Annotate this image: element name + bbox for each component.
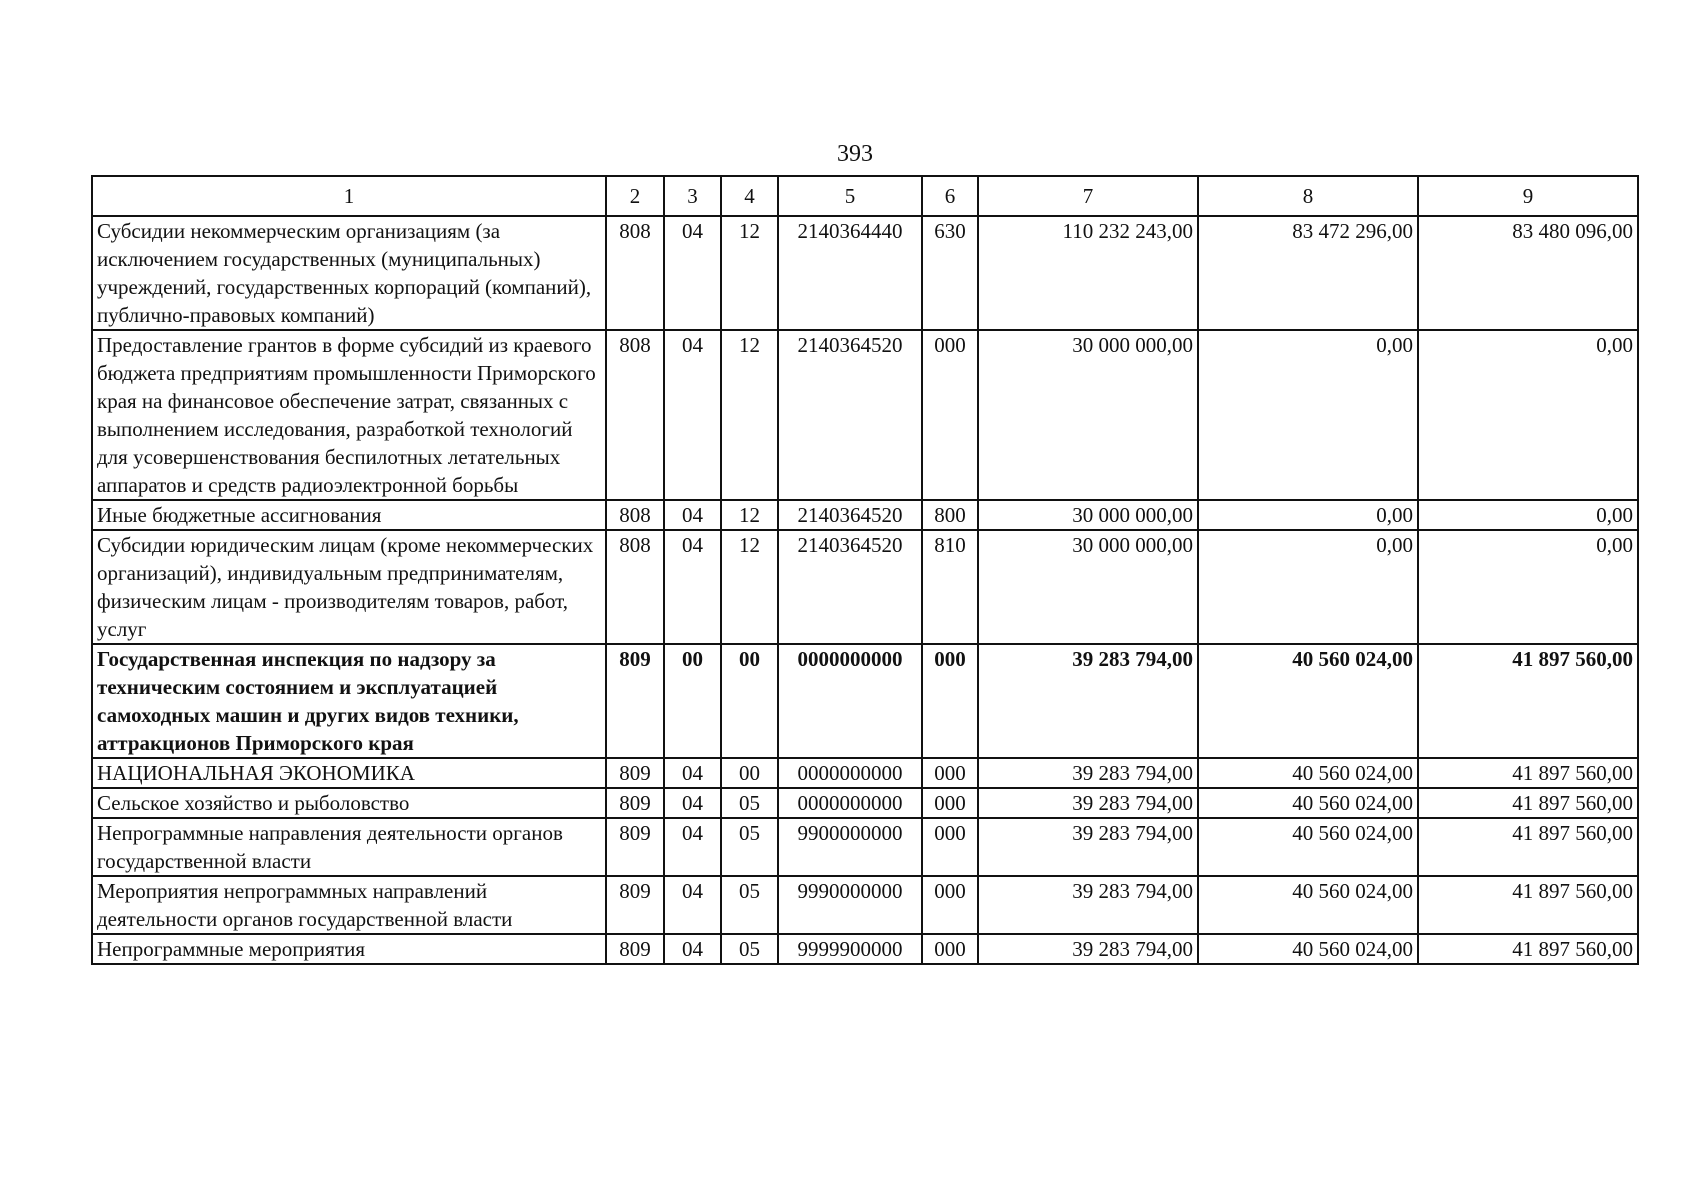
amount-col8-cell: 0,00 <box>1198 530 1418 644</box>
section-cell: 04 <box>664 876 721 934</box>
amount-col8-cell: 40 560 024,00 <box>1198 934 1418 964</box>
amount-col9-cell: 41 897 560,00 <box>1418 818 1638 876</box>
row-name-cell: Сельское хозяйство и рыболовство <box>92 788 606 818</box>
target-article-cell: 9900000000 <box>778 818 922 876</box>
row-name-cell: НАЦИОНАЛЬНАЯ ЭКОНОМИКА <box>92 758 606 788</box>
subsection-cell: 00 <box>721 758 778 788</box>
target-article-cell: 0000000000 <box>778 788 922 818</box>
target-article-cell: 9999900000 <box>778 934 922 964</box>
amount-col8-cell: 0,00 <box>1198 330 1418 500</box>
column-header-6: 6 <box>922 176 978 216</box>
admin-code-cell: 808 <box>606 216 664 330</box>
admin-code-cell: 808 <box>606 330 664 500</box>
column-header-3: 3 <box>664 176 721 216</box>
header-row <box>92 176 1638 216</box>
column-header-7: 7 <box>978 176 1198 216</box>
table-row <box>92 788 1638 818</box>
section-cell: 04 <box>664 530 721 644</box>
row-name-cell: Мероприятия непрограммных направлений деятельности органов государственной власти <box>92 876 606 934</box>
subsection-cell: 05 <box>721 818 778 876</box>
row-name-cell: Непрограммные мероприятия <box>92 934 606 964</box>
table-row <box>92 216 1638 330</box>
amount-col8-cell: 0,00 <box>1198 500 1418 530</box>
amount-col7-cell: 39 283 794,00 <box>978 758 1198 788</box>
expense-type-cell: 000 <box>922 758 978 788</box>
column-header-2: 2 <box>606 176 664 216</box>
amount-col9-cell: 0,00 <box>1418 500 1638 530</box>
target-article-cell: 2140364520 <box>778 330 922 500</box>
amount-col9-cell: 0,00 <box>1418 330 1638 500</box>
amount-col7-cell: 39 283 794,00 <box>978 876 1198 934</box>
row-name-cell: Государственная инспекция по надзору за техническим состоянием и эксплуатацией самоходных машин и других видов техники, аттракционов Приморского края <box>92 644 606 758</box>
table-row <box>92 644 1638 758</box>
subsection-cell: 05 <box>721 788 778 818</box>
amount-col9-cell: 41 897 560,00 <box>1418 876 1638 934</box>
table-row <box>92 330 1638 500</box>
budget-table <box>91 175 1639 965</box>
admin-code-cell: 809 <box>606 788 664 818</box>
amount-col7-cell: 30 000 000,00 <box>978 330 1198 500</box>
section-cell: 04 <box>664 216 721 330</box>
subsection-cell: 00 <box>721 644 778 758</box>
table-row <box>92 934 1638 964</box>
admin-code-cell: 809 <box>606 934 664 964</box>
target-article-cell: 2140364520 <box>778 530 922 644</box>
amount-col7-cell: 39 283 794,00 <box>978 818 1198 876</box>
section-cell: 04 <box>664 788 721 818</box>
target-article-cell: 0000000000 <box>778 644 922 758</box>
subsection-cell: 12 <box>721 216 778 330</box>
expense-type-cell: 800 <box>922 500 978 530</box>
amount-col9-cell: 41 897 560,00 <box>1418 644 1638 758</box>
amount-col9-cell: 41 897 560,00 <box>1418 788 1638 818</box>
admin-code-cell: 809 <box>606 758 664 788</box>
section-cell: 04 <box>664 818 721 876</box>
amount-col7-cell: 39 283 794,00 <box>978 644 1198 758</box>
column-header-9: 9 <box>1418 176 1638 216</box>
row-name-cell: Иные бюджетные ассигнования <box>92 500 606 530</box>
amount-col8-cell: 40 560 024,00 <box>1198 876 1418 934</box>
amount-col8-cell: 40 560 024,00 <box>1198 818 1418 876</box>
section-cell: 00 <box>664 644 721 758</box>
row-name-cell: Непрограммные направления деятельности органов государственной власти <box>92 818 606 876</box>
amount-col8-cell: 40 560 024,00 <box>1198 758 1418 788</box>
target-article-cell: 0000000000 <box>778 758 922 788</box>
table-row <box>92 818 1638 876</box>
amount-col7-cell: 30 000 000,00 <box>978 500 1198 530</box>
target-article-cell: 2140364440 <box>778 216 922 330</box>
expense-type-cell: 000 <box>922 788 978 818</box>
row-name-cell: Предоставление грантов в форме субсидий из краевого бюджета предприятиям промышленности Приморского края на финансовое обеспечение затрат, связанных с выполнением исследования, разработкой технологий для усовершенствования беспилотных летательных аппаратов и средств радиоэлектронной борьбы <box>92 330 606 500</box>
expense-type-cell: 000 <box>922 818 978 876</box>
table-row <box>92 758 1638 788</box>
amount-col7-cell: 39 283 794,00 <box>978 788 1198 818</box>
table-row <box>92 876 1638 934</box>
section-cell: 04 <box>664 934 721 964</box>
admin-code-cell: 809 <box>606 818 664 876</box>
amount-col8-cell: 83 472 296,00 <box>1198 216 1418 330</box>
amount-col9-cell: 41 897 560,00 <box>1418 758 1638 788</box>
subsection-cell: 12 <box>721 330 778 500</box>
column-header-4: 4 <box>721 176 778 216</box>
expense-type-cell: 000 <box>922 876 978 934</box>
subsection-cell: 05 <box>721 934 778 964</box>
admin-code-cell: 808 <box>606 530 664 644</box>
expense-type-cell: 000 <box>922 330 978 500</box>
page-number: 393 <box>837 141 873 167</box>
expense-type-cell: 000 <box>922 644 978 758</box>
subsection-cell: 05 <box>721 876 778 934</box>
expense-type-cell: 630 <box>922 216 978 330</box>
target-article-cell: 9990000000 <box>778 876 922 934</box>
expense-type-cell: 810 <box>922 530 978 644</box>
amount-col9-cell: 41 897 560,00 <box>1418 934 1638 964</box>
amount-col9-cell: 83 480 096,00 <box>1418 216 1638 330</box>
column-header-1: 1 <box>92 176 606 216</box>
table-row <box>92 530 1638 644</box>
amount-col7-cell: 39 283 794,00 <box>978 934 1198 964</box>
row-name-cell: Субсидии некоммерческим организациям (за исключением государственных (муниципальных) учреждений, государственных корпораций (компаний), публично-правовых компаний) <box>92 216 606 330</box>
amount-col9-cell: 0,00 <box>1418 530 1638 644</box>
section-cell: 04 <box>664 500 721 530</box>
section-cell: 04 <box>664 758 721 788</box>
subsection-cell: 12 <box>721 530 778 644</box>
expense-type-cell: 000 <box>922 934 978 964</box>
amount-col8-cell: 40 560 024,00 <box>1198 788 1418 818</box>
admin-code-cell: 809 <box>606 876 664 934</box>
row-name-cell: Субсидии юридическим лицам (кроме некоммерческих организаций), индивидуальным предпринимателям, физическим лицам - производителям товаров, работ, услуг <box>92 530 606 644</box>
subsection-cell: 12 <box>721 500 778 530</box>
table-row <box>92 500 1638 530</box>
target-article-cell: 2140364520 <box>778 500 922 530</box>
column-header-5: 5 <box>778 176 922 216</box>
amount-col7-cell: 30 000 000,00 <box>978 530 1198 644</box>
column-header-8: 8 <box>1198 176 1418 216</box>
admin-code-cell: 809 <box>606 644 664 758</box>
section-cell: 04 <box>664 330 721 500</box>
amount-col7-cell: 110 232 243,00 <box>978 216 1198 330</box>
amount-col8-cell: 40 560 024,00 <box>1198 644 1418 758</box>
admin-code-cell: 808 <box>606 500 664 530</box>
table-body <box>92 216 1638 964</box>
